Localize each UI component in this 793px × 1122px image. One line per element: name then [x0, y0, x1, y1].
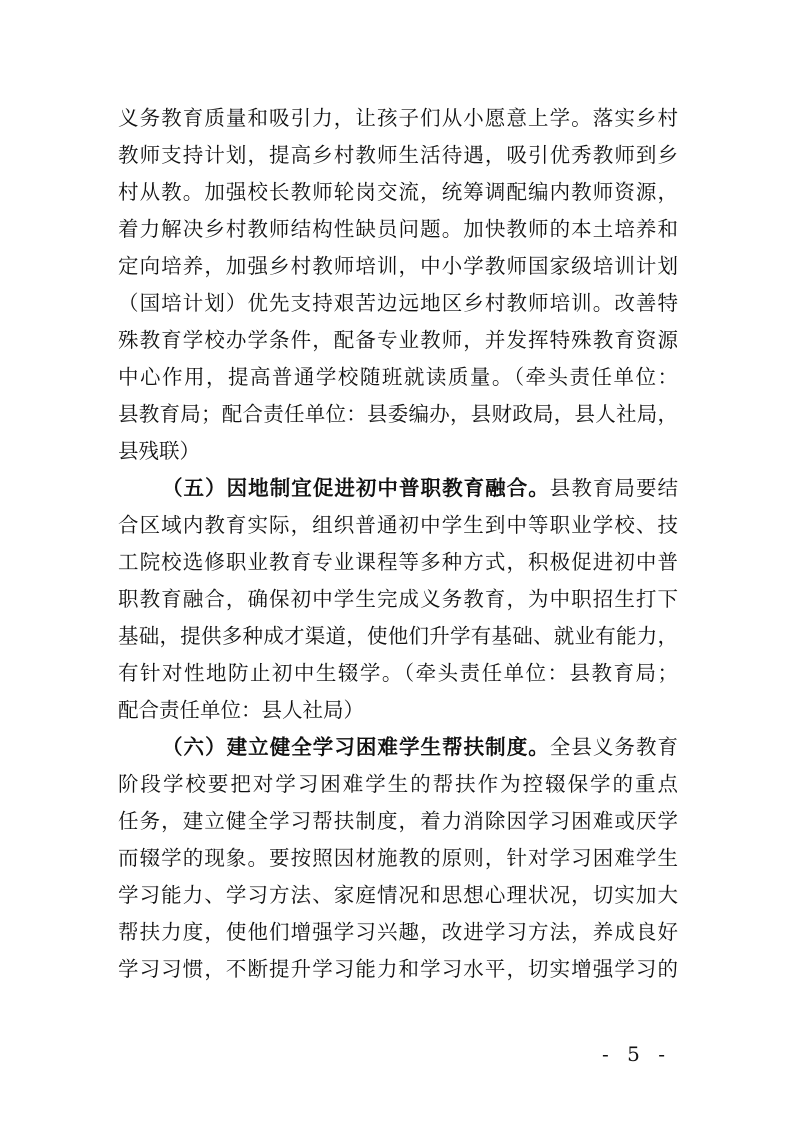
text-line: 中心作用，提高普通学校随班就读质量。（牵头责任单位： [118, 365, 678, 389]
section-heading: （六）建立健全学习困难学生帮扶制度。 [162, 735, 550, 759]
document-body [118, 102, 678, 990]
text-line: 村从教。加强校长教师轮岗交流，统筹调配编内教师资源， [118, 180, 678, 204]
text-line: 职教育融合，确保初中学生完成义务教育，为中职招生打下 [118, 587, 678, 611]
section-heading: （五）因地制宜促进初中普职教育融合。 [162, 476, 550, 500]
text-line: 任务，建立健全学习帮扶制度，着力消除因学习困难或厌学 [118, 809, 678, 833]
text-line: 阶段学校要把对学习困难学生的帮扶作为控辍保学的重点 [118, 772, 678, 796]
text-line: 学习习惯，不断提升学习能力和学习水平，切实增强学习的 [118, 957, 678, 981]
text-line: 配合责任单位：县人社局） [118, 698, 364, 722]
text-line: 义务教育质量和吸引力，让孩子们从小愿意上学。落实乡村 [118, 106, 678, 130]
text-fragment: 全县义务教育 [549, 735, 679, 759]
section-heading-line [118, 731, 678, 763]
text-line: 定向培养，加强乡村教师培训，中小学教师国家级培训计划 [118, 254, 678, 278]
text-line: 而辍学的现象。要按照因材施教的原则，针对学习困难学生 [118, 846, 678, 870]
text-line: 殊教育学校办学条件，配备专业教师，并发挥特殊教育资源 [118, 328, 678, 352]
text-fragment: 县教育局要结 [549, 476, 679, 500]
text-line: 基础，提供多种成才渠道，使他们升学有基础、就业有能力， [118, 624, 678, 648]
text-line: 帮扶力度，使他们增强学习兴趣，改进学习方法，养成良好 [118, 920, 678, 944]
page-number: - 5 - [602, 1042, 671, 1066]
text-line: 县残联） [118, 439, 200, 463]
text-line: 县教育局；配合责任单位：县委编办，县财政局，县人社局， [118, 402, 678, 426]
text-line: 工院校选修职业教育专业课程等多种方式，积极促进初中普 [118, 550, 678, 574]
text-line: 教师支持计划，提高乡村教师生活待遇，吸引优秀教师到乡 [118, 143, 678, 167]
text-line: （国培计划）优先支持艰苦边远地区乡村教师培训。改善特 [118, 291, 678, 315]
text-line: 学习能力、学习方法、家庭情况和思想心理状况，切实加大 [118, 883, 678, 907]
text-line: 合区域内教育实际，组织普通初中学生到中等职业学校、技 [118, 513, 678, 537]
text-line: 着力解决乡村教师结构性缺员问题。加快教师的本土培养和 [118, 217, 678, 241]
section-heading-line [118, 472, 678, 504]
text-line: 有针对性地防止初中生辍学。（牵头责任单位：县教育局； [118, 661, 678, 685]
